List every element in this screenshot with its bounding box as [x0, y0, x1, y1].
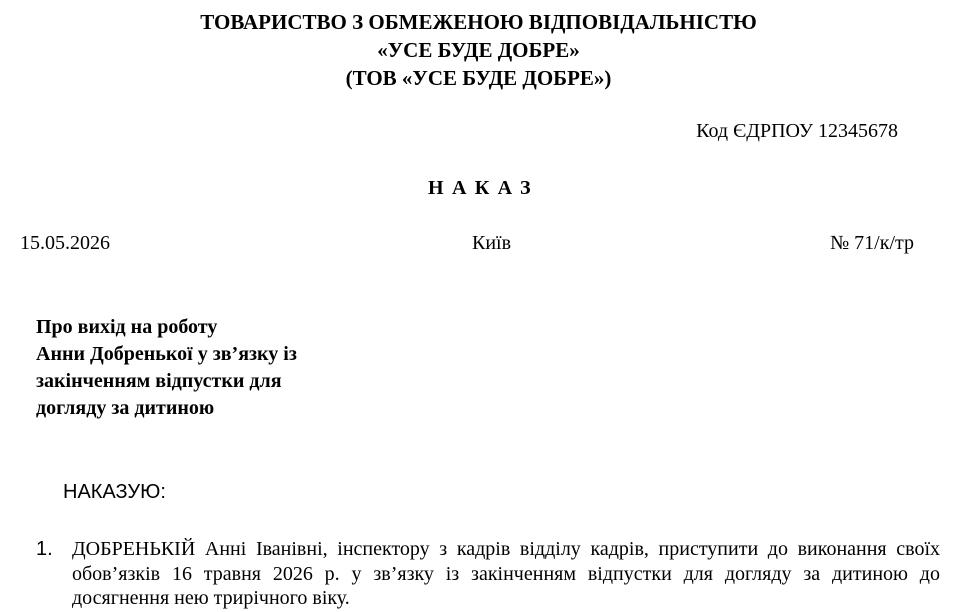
- organization-name: ТОВАРИСТВО З ОБМЕЖЕНОЮ ВІДПОВІДАЛЬНІСТЮ: [200, 10, 757, 34]
- organization-short-name: (ТОВ «УСЕ БУДЕ ДОБРЕ»): [345, 66, 612, 90]
- order-items-list: [36, 537, 940, 611]
- order-item: [36, 537, 940, 611]
- order-directive-word: НАКАЗУЮ:: [63, 481, 166, 503]
- document-meta-row: [20, 231, 914, 255]
- document-date: 15.05.2026: [20, 232, 110, 254]
- order-item-number: 1.: [36, 538, 53, 560]
- subject-line: закінченням відпустки для: [36, 370, 282, 392]
- order-item-text: ДОБРЕНЬКІЙ Анні Іванівні, інспектору з кадрів відділу кадрів, приступити до виконання своїх обов’язків 16 травня 2026 р. у зв’язку із закінченням відпустки для догляду за дитиною до досягнення нею трирічного віку.: [72, 538, 940, 609]
- subject-line: Про вихід на роботу: [36, 316, 218, 338]
- edrpou-code: Код ЄДРПОУ 12345678: [696, 120, 898, 142]
- organization-header: [0, 8, 957, 92]
- order-subject: [36, 314, 297, 422]
- document-number: № 71/к/тр: [830, 232, 914, 254]
- document-type-title: НАКАЗ: [427, 177, 539, 199]
- organization-quoted-name: «УСЕ БУДЕ ДОБРЕ»: [377, 38, 580, 62]
- document-city: Київ: [472, 232, 512, 254]
- subject-line: Анни Добренької у зв’язку із: [36, 343, 297, 365]
- subject-line: догляду за дитиною: [36, 397, 215, 419]
